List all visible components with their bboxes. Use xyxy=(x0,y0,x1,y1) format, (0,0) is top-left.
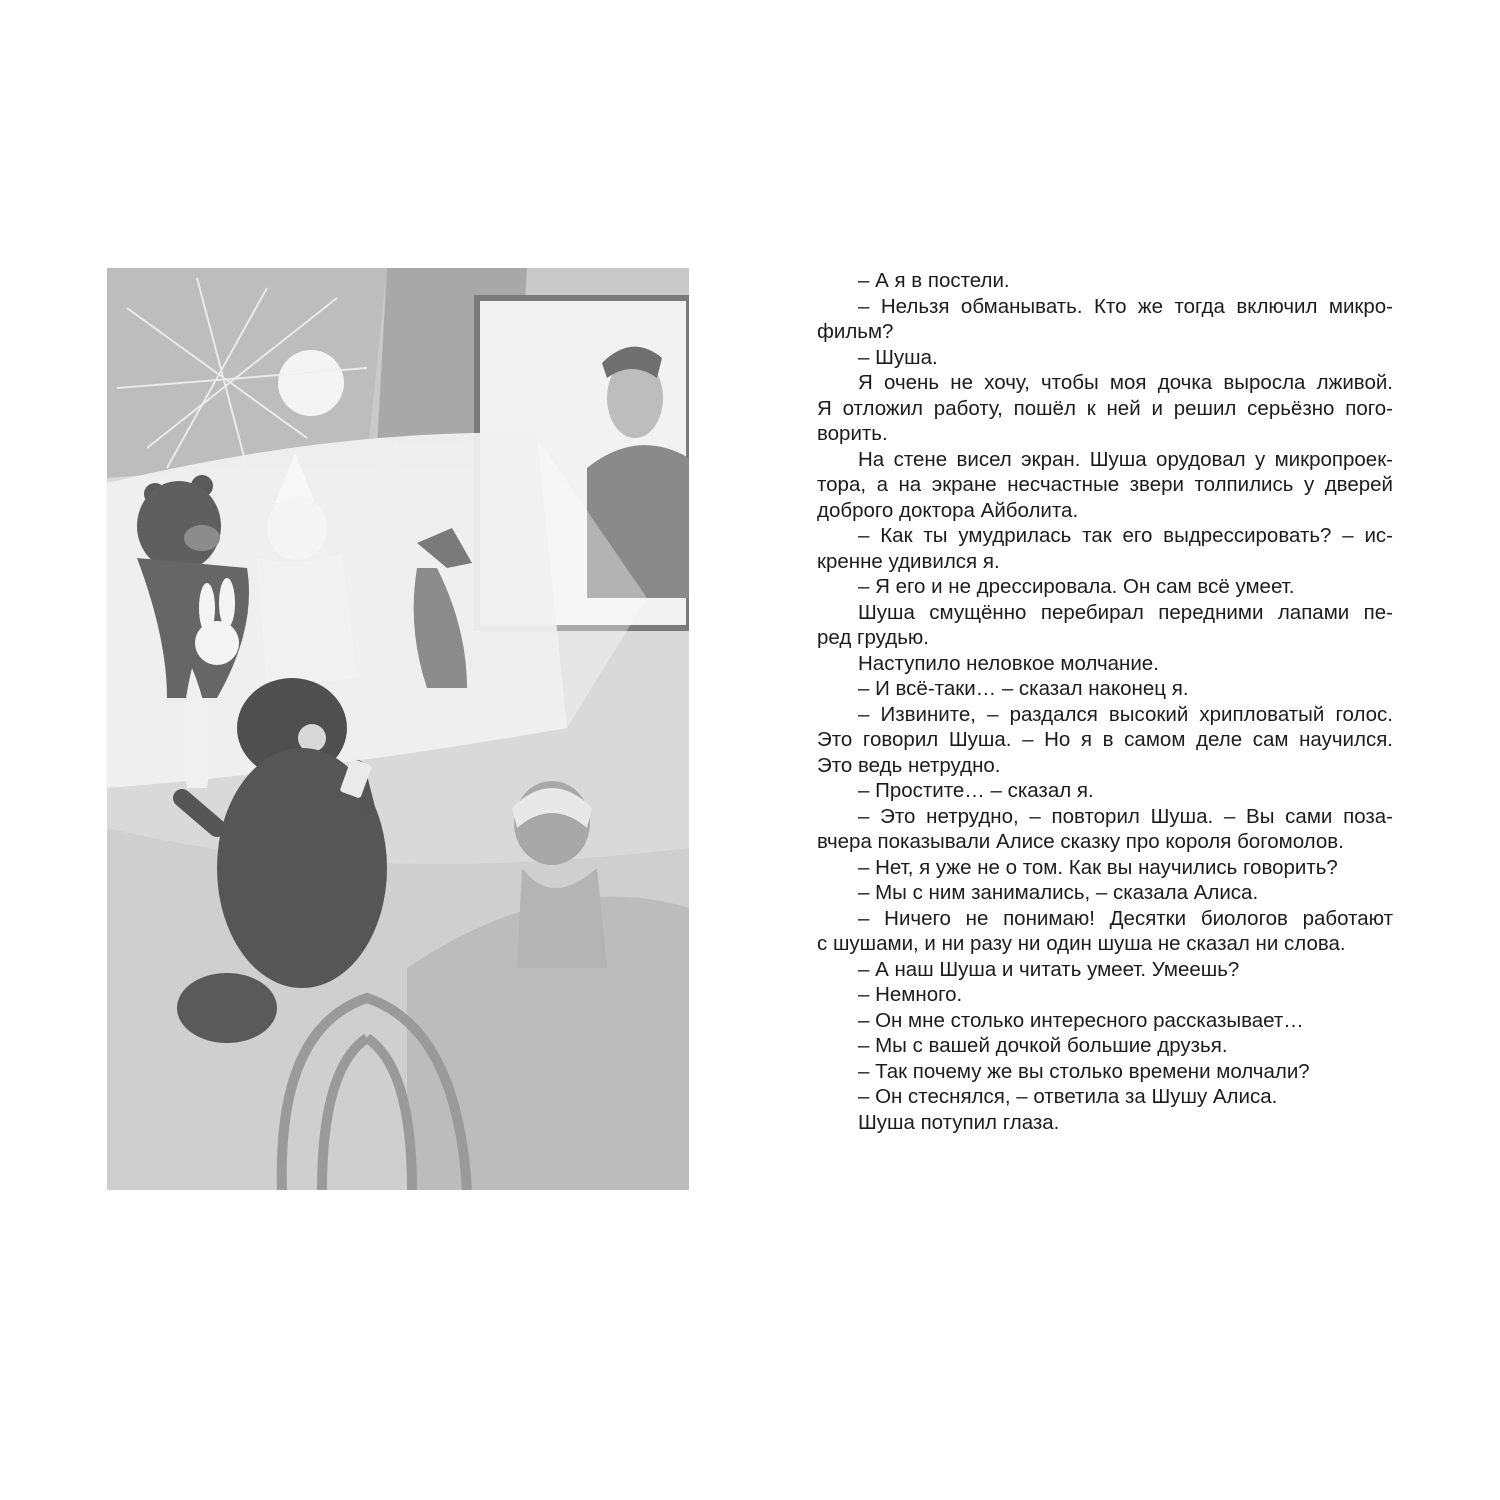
text-line: Это ведь нетрудно. xyxy=(817,753,1001,777)
text-line: – Я его и не дрессировала. Он сам всё умеет. xyxy=(858,575,1295,598)
paragraph xyxy=(817,447,1393,524)
paragraph xyxy=(817,855,1393,881)
text-line: – Так почему же вы столько времени молчали? xyxy=(858,1059,1310,1083)
paragraph xyxy=(817,294,1393,345)
text-line: Наступило неловкое молчание. xyxy=(858,651,1159,675)
text-line: с шушами, и ни разу ни один шуша не сказал ни слова. xyxy=(817,932,1346,955)
text-line: На стене висел экран. Шуша орудовал у микропроек- xyxy=(858,447,1393,471)
text-line: Я очень не хочу, чтобы моя дочка выросла лживой. xyxy=(858,371,1393,394)
paragraph xyxy=(817,778,1393,804)
paragraph xyxy=(817,523,1393,574)
text-line: – Мы с ним занимались, – сказала Алиса. xyxy=(858,881,1259,904)
paragraph xyxy=(817,906,1393,957)
paragraph xyxy=(817,676,1393,702)
paragraph xyxy=(817,880,1393,906)
text-line: – Он стеснялся, – ответила за Шушу Алиса. xyxy=(858,1085,1278,1108)
story-text xyxy=(817,268,1393,1135)
paragraph xyxy=(817,651,1393,677)
text-line: – Немного. xyxy=(858,983,963,1006)
paragraph xyxy=(817,600,1393,651)
text-line: ворить. xyxy=(817,422,888,445)
paragraph xyxy=(817,1008,1393,1034)
text-line: – Как ты умудрилась так его выдрессировать? – ис- xyxy=(858,524,1393,547)
text-line: фильм? xyxy=(817,320,894,343)
text-line: – Нельзя обманывать. Кто же тогда включил микро- xyxy=(858,294,1393,318)
text-line: – Мы с вашей дочкой большие друзья. xyxy=(858,1034,1228,1057)
paragraph xyxy=(817,804,1393,855)
text-line: Это говорил Шуша. – Но я в самом деле сам научился. xyxy=(817,728,1393,751)
text-line: – Простите… – сказал я. xyxy=(858,779,1094,802)
paragraph xyxy=(817,1033,1393,1059)
paragraph xyxy=(817,702,1393,779)
paragraph xyxy=(817,1110,1393,1136)
text-line: – Ничего не понимаю! Десятки биологов работают xyxy=(858,906,1393,930)
illustration-drawing xyxy=(107,268,689,1190)
text-line: ред грудью. xyxy=(817,626,929,649)
paragraph xyxy=(817,1059,1393,1085)
text-line: – А я в постели. xyxy=(858,269,1010,292)
text-line: кренне удивился я. xyxy=(817,549,1000,573)
text-line: вчера показывали Алисе сказку про короля богомолов. xyxy=(817,830,1344,853)
paragraph xyxy=(817,1084,1393,1110)
text-line: Я отложил работу, пошёл к ней и решил серьёзно пого- xyxy=(817,396,1393,420)
paragraph xyxy=(817,982,1393,1008)
paragraph xyxy=(817,345,1393,371)
paragraph xyxy=(817,268,1393,294)
text-line: – А наш Шуша и читать умеет. Умеешь? xyxy=(858,957,1240,981)
text-line: тора, а на экране несчастные звери толпились у дверей xyxy=(817,473,1393,496)
text-line: – Нет, я уже не о том. Как вы научились говорить? xyxy=(858,855,1338,879)
text-line: – Он мне столько интересного рассказывает… xyxy=(858,1008,1304,1032)
text-line: – Это нетрудно, – повторил Шуша. – Вы сами поза- xyxy=(858,804,1393,828)
text-line: – И всё-таки… – сказал наконец я. xyxy=(858,677,1189,700)
paragraph xyxy=(817,574,1393,600)
book-illustration xyxy=(107,268,689,1190)
paragraph xyxy=(817,957,1393,983)
text-line: Шуша смущённо перебирал передними лапами пе- xyxy=(858,600,1393,624)
text-line: доброго доктора Айболита. xyxy=(817,498,1079,522)
text-line: Шуша потупил глаза. xyxy=(858,1110,1060,1134)
paragraph xyxy=(817,370,1393,447)
text-line: – Шуша. xyxy=(858,345,938,369)
text-line: – Извините, – раздался высокий хрипловатый голос. xyxy=(858,702,1393,726)
